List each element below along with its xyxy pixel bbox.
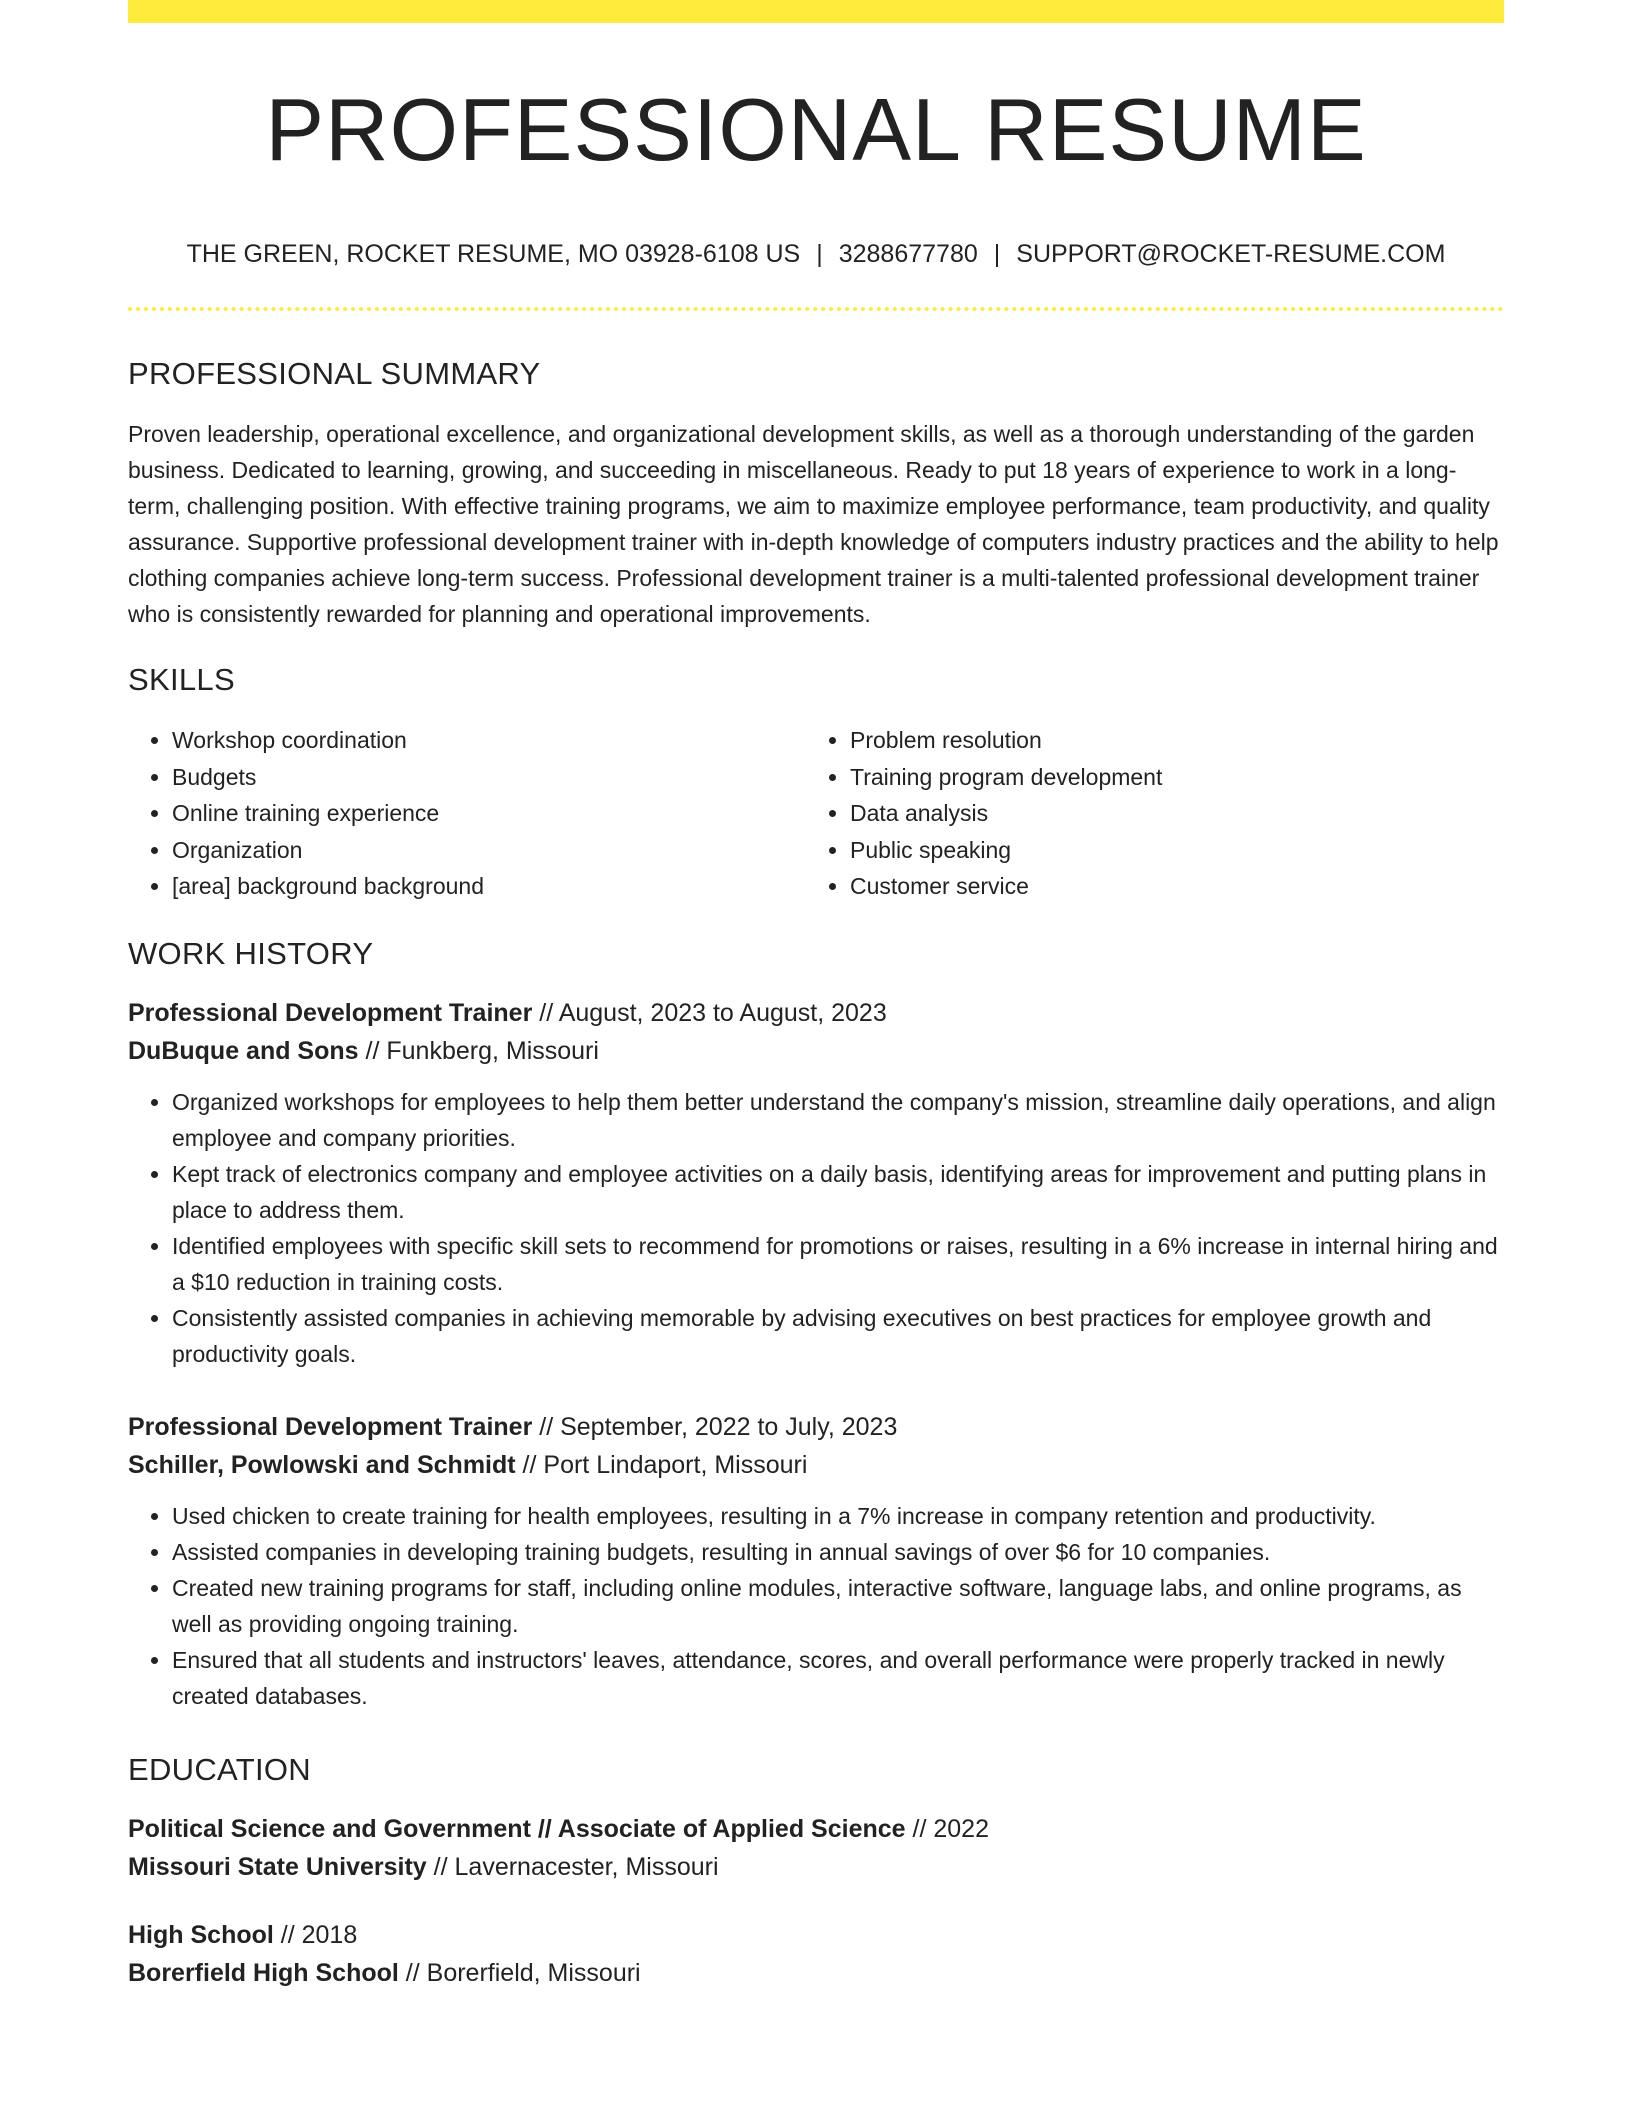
skill-item: • Online training experience [172,795,806,832]
work-history-heading: WORK HISTORY [128,936,374,971]
education-school: Borerfield High School [128,1959,399,1987]
contact-separator: | [993,240,1001,268]
summary-section [128,354,1504,632]
job-bullets [128,1084,1504,1372]
delimiter: // [532,1413,561,1441]
skill-item: • Budgets [172,759,806,796]
education-school-line [128,1954,1504,1992]
dotted-divider [128,307,1504,311]
job-title-line [128,1408,1504,1446]
summary-text: Proven leadership, operational excellence, and organizational development skills, as well as a thorough understanding of the garden business. Dedicated to learning, growing, and succeeding in miscellaneous. Ready to put 18 years of experience to work in a long-term, challenging position. With effective training programs, we aim to maximize employee performance, team productivity, and quality assurance. Supportive professional development trainer with in-depth knowledge of computers industry practices and the ability to help clothing companies achieve long-term success. Professional development trainer is a multi-talented professional development trainer who is consistently rewarded for planning and operational improvements. [128,421,1499,627]
education-year: 2018 [301,1921,358,1949]
job-bullet: • Used chicken to create training for health employees, resulting in a 7% increase in company retention and productivity. [172,1498,1504,1534]
education-degree: High School [128,1921,274,1949]
job-bullet: • Ensured that all students and instructors' leaves, attendance, scores, and overall performance were properly tracked in newly created databases. [172,1642,1504,1714]
resume-title: PROFESSIONAL RESUME [265,80,1367,179]
job-title-line [128,994,1504,1032]
skills-heading: SKILLS [128,662,235,697]
skills-section [128,660,1504,905]
education-entry [128,1810,1504,1886]
delimiter: // [358,1037,387,1065]
contact-email: SUPPORT@ROCKET-RESUME.COM [1016,240,1446,268]
education-entry [128,1916,1504,1992]
job-bullet: • Identified employees with specific skill sets to recommend for promotions or raises, resulting in a 6% increase in internal hiring and a $10 reduction in training costs. [172,1228,1504,1300]
top-accent-bar [128,0,1504,23]
job-dates: August, 2023 to August, 2023 [558,999,887,1027]
delimiter: // [273,1921,302,1949]
job-company: DuBuque and Sons [128,1037,359,1065]
education-degree-line [128,1810,1504,1848]
skill-item: • Organization [172,832,806,869]
job-bullets [128,1498,1504,1714]
education-section [128,1750,1504,1992]
job-location: Port Lindaport, Missouri [543,1451,808,1479]
education-location: Lavernacester, Missouri [454,1853,719,1881]
education-school-line [128,1848,1504,1886]
work-history-section [128,934,1504,1714]
education-year: 2022 [933,1815,989,1843]
job-bullet: • Created new training programs for staff, including online modules, interactive software, language labs, and online programs, as well as providing ongoing training. [172,1570,1504,1642]
delimiter: // [532,999,559,1027]
job-entry [128,1408,1504,1714]
job-title: Professional Development Trainer [128,1413,533,1441]
job-title: Professional Development Trainer [128,999,533,1027]
contact-address: THE GREEN, ROCKET RESUME, MO 03928-6108 US [186,240,801,268]
delimiter: // [398,1959,427,1987]
delimiter: // [905,1815,934,1843]
job-entry [128,994,1504,1372]
skill-item: • [area] background background [172,868,806,905]
contact-line [128,236,1504,272]
job-dates: September, 2022 to July, 2023 [560,1413,898,1441]
job-bullet: • Assisted companies in developing training budgets, resulting in annual savings of over $6 for 10 companies. [172,1534,1504,1570]
job-company-line [128,1446,1504,1484]
skill-item: • Workshop coordination [172,722,806,759]
skill-item: • Problem resolution [850,722,1484,759]
job-company: Schiller, Powlowski and Schmidt [128,1451,516,1479]
job-bullet: • Kept track of electronics company and employee activities on a daily basis, identifying areas for improvement and putting plans in place to address them. [172,1156,1504,1228]
skill-item: • Data analysis [850,795,1484,832]
education-location: Borerfield, Missouri [426,1959,641,1987]
skills-column-left [128,722,806,905]
education-school: Missouri State University [128,1853,427,1881]
education-degree-line [128,1916,1504,1954]
job-bullet: • Consistently assisted companies in achieving memorable by advising executives on best practices for employee growth and productivity goals. [172,1300,1504,1372]
contact-phone: 3288677780 [838,240,978,268]
education-heading: EDUCATION [128,1752,311,1787]
job-company-line [128,1032,1504,1070]
delimiter: // [426,1853,455,1881]
delimiter: // [515,1451,544,1479]
education-degree: Political Science and Government // Associate of Applied Science [128,1815,906,1843]
summary-heading: PROFESSIONAL SUMMARY [128,356,541,391]
skill-item: • Training program development [850,759,1484,796]
contact-separator: | [816,240,823,268]
job-bullet: • Organized workshops for employees to help them better understand the company's mission, streamline daily operations, and align employee and company priorities. [172,1084,1504,1156]
skill-item: • Customer service [850,868,1484,905]
skill-item: • Public speaking [850,832,1484,869]
skills-column-right [806,722,1484,905]
skills-grid [128,722,1504,905]
job-location: Funkberg, Missouri [386,1037,599,1065]
